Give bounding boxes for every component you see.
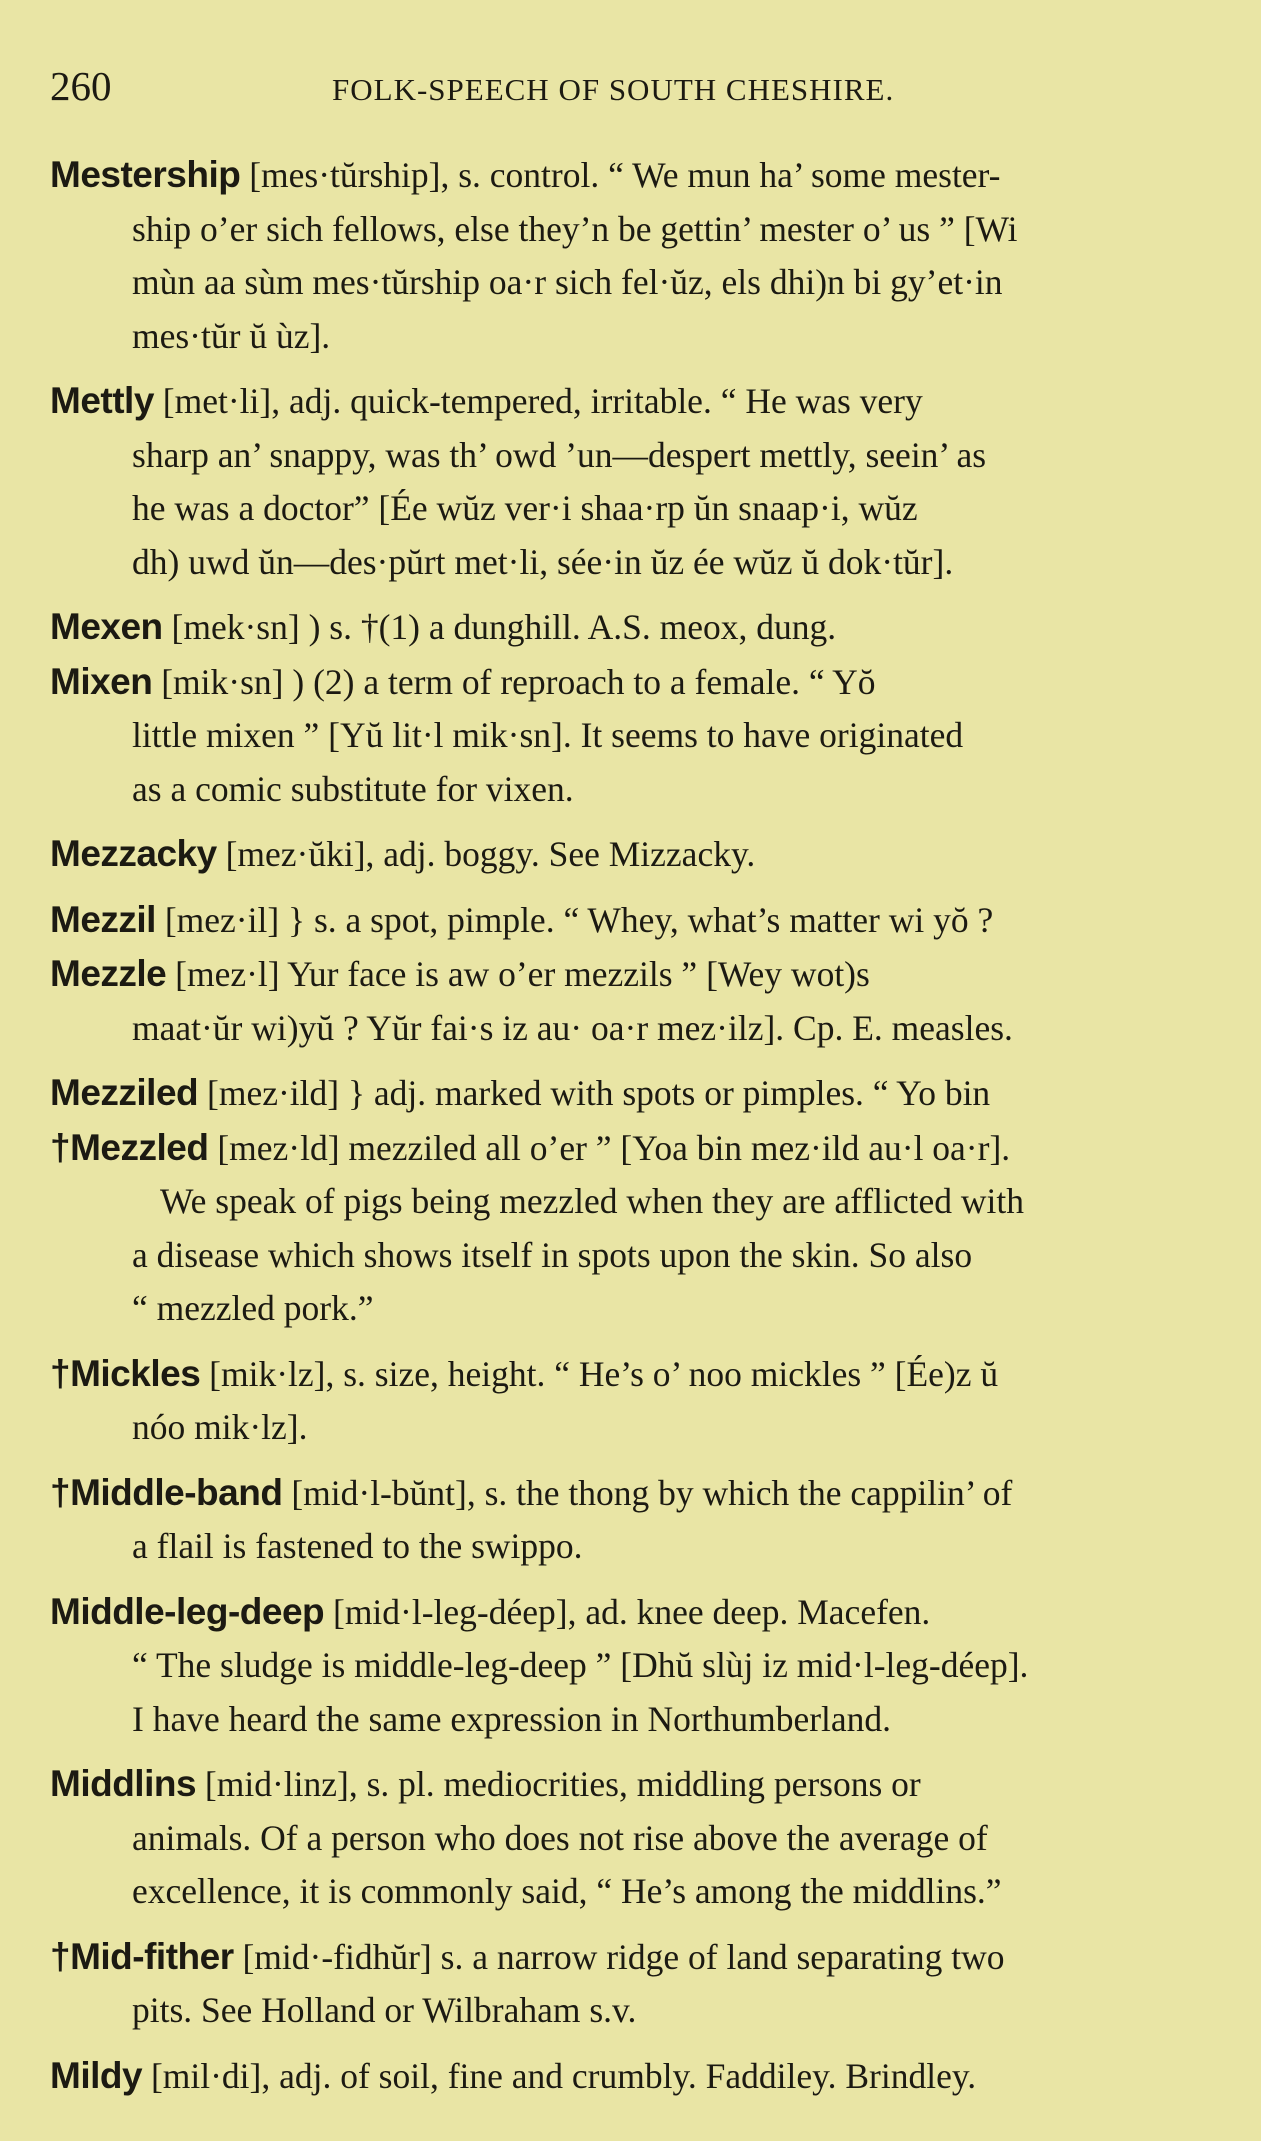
entry-middle-leg-deep — [50, 1585, 1218, 1747]
headword: Mezzacky — [50, 833, 217, 874]
headword: Mezziled — [50, 1072, 199, 1113]
entry-line: [mes·tŭrship], s. control. “ We mun ha’ some mester- — [249, 155, 1001, 195]
entry-line: “ The sludge is middle-leg-deep ” [Dhŭ slùj iz mid·l-leg-déep]. — [132, 1645, 1029, 1685]
headword: Mettly — [50, 380, 154, 421]
entry-line: [mil·di], adj. of soil, fine and crumbly. Faddiley. Brindley. — [150, 2055, 977, 2096]
brace-icon: ) — [292, 661, 305, 702]
entry-line — [50, 1121, 1218, 1176]
entry-line: little mixen ” [Yŭ lit·l mik·sn]. It seems to have originated — [132, 715, 964, 755]
entry-line: he was a doctor” [Ée wŭz ver·i shaa·rp ŭn snaap·i, wŭz — [132, 488, 918, 528]
pronunciation: [mez·il] — [164, 899, 280, 940]
entry-mickles — [50, 1347, 1218, 1455]
running-head: FOLK-SPEECH OF SOUTH CHESHIRE. — [332, 72, 895, 107]
entry-line — [50, 893, 1218, 948]
pronunciation: [mik·sn] — [161, 661, 284, 702]
pronunciation: [mez·ld] — [217, 1127, 340, 1168]
entry-line — [50, 600, 1218, 655]
entry-line: sharp an’ snappy, was th’ owd ’un—despert mettly, seein’ as — [132, 434, 987, 475]
entry-line: “ mezzled pork.” — [132, 1288, 374, 1328]
definition: Yur face is aw o’er mezzils ” [Wey wot)s — [287, 954, 870, 994]
entry-middlins — [50, 1757, 1218, 1919]
entry-line: as a comic substitute for vixen. — [132, 768, 574, 809]
definition: (2) a term of reproach to a female. “ Yŏ — [313, 661, 876, 702]
pronunciation: [mez·ild] — [207, 1073, 340, 1113]
headword: †Mezzled — [50, 1126, 209, 1168]
entry-line: mùn aa sùm mes·tŭrship oa·r sich fel·ŭz, els dhi)n bi gy’et·in — [132, 262, 1003, 302]
entry-line: [mid·-fidhŭr] s. a narrow ridge of land separating two — [242, 1936, 1005, 1977]
page-header — [50, 62, 1221, 112]
entry-line: nóo mik·lz]. — [132, 1407, 308, 1447]
entry-line: [mid·l-bŭnt], s. the thong by which the cappilin’ of — [291, 1472, 1013, 1513]
headword: Middle-leg-deep — [50, 1590, 325, 1632]
headword: Mezzil — [50, 898, 156, 940]
entry-line: We speak of pigs being mezzled when they are afflicted with — [160, 1181, 1024, 1221]
entry-mezzil-mezzle — [50, 893, 1218, 1056]
entry-mezziled-mezzled — [50, 1066, 1218, 1336]
entry-line: ship o’er sich fellows, else they’n be gettin’ mester o’ us ” [Wi — [132, 208, 1018, 249]
entry-line: [mid·linz], s. pl. mediocrities, middling persons or — [204, 1764, 921, 1804]
headword: Mestership — [50, 154, 241, 195]
brace-icon: ) — [308, 607, 321, 647]
entry-line: [met·li], adj. quick-tempered, irritable. “ He was very — [162, 381, 923, 421]
brace-icon: } — [288, 899, 306, 940]
entry-line: dh) uwd ŭn—des·pŭrt met·li, sée·in ŭz ée wŭz ŭ dok·tŭr]. — [132, 541, 954, 582]
headword: †Mickles — [50, 1352, 201, 1394]
headword: Mixen — [50, 660, 153, 702]
page-number: 260 — [50, 63, 112, 109]
headword: Mexen — [50, 606, 163, 647]
entry-line — [50, 655, 1218, 710]
entry-line — [50, 947, 1218, 1002]
entry-line: [mez·ŭki], adj. boggy. See Mizzacky. — [225, 834, 756, 874]
entry-line: I have heard the same expression in Northumberland. — [132, 1698, 892, 1739]
definition: s. a spot, pimple. “ Whey, what’s matter wi yŏ ? — [313, 899, 994, 940]
definition: adj. marked with spots or pimples. “ Yo bin — [373, 1073, 991, 1113]
entry-line: mes·tŭr ŭ ùz]. — [132, 315, 331, 356]
entry-mid-fither — [50, 1930, 1218, 2038]
headword: Middlins — [50, 1763, 197, 1804]
entry-line: maat·ŭr wi)yŭ ? Yŭr fai·s iz au· oa·r mez·ilz]. Cp. E. measles. — [132, 1007, 1013, 1048]
entry-middle-band — [50, 1466, 1218, 1574]
dictionary-entries — [50, 148, 1218, 2114]
entry-line — [50, 1066, 1218, 1121]
definition: s. †(1) a dunghill. A.S. meox, dung. — [329, 607, 837, 647]
entry-line: [mik·lz], s. size, height. “ He’s o’ noo mickles ” [Ée)z ŭ — [209, 1353, 999, 1394]
entry-line: a disease which shows itself in spots upon the skin. So also — [132, 1234, 973, 1275]
entry-line: animals. Of a person who does not rise above the average of — [132, 1817, 988, 1858]
headword: Mezzle — [50, 953, 167, 994]
entry-mettly — [50, 374, 1218, 589]
entry-mexen-mixen — [50, 600, 1218, 816]
entry-line: a flail is fastened to the swippo. — [132, 1526, 583, 1566]
entry-mildy — [50, 2049, 1218, 2104]
entry-line: [mid·l-leg-déep], ad. knee deep. Macefen. — [333, 1591, 931, 1632]
headword: †Middle-band — [50, 1471, 283, 1513]
entry-line: pits. See Holland or Wilbraham s.v. — [132, 1990, 637, 2030]
entry-mezzacky — [50, 827, 1218, 882]
definition: mezziled all o’er ” [Yoa bin mez·ild au·l oa·r]. — [348, 1127, 1011, 1168]
pronunciation: [mek·sn] — [171, 607, 300, 647]
entry-line: excellence, it is commonly said, “ He’s among the middlins.” — [132, 1871, 1002, 1911]
brace-icon: } — [347, 1073, 366, 1113]
pronunciation: [mez·l] — [175, 954, 280, 994]
entry-mestership — [50, 148, 1218, 363]
headword: †Mid-fither — [50, 1935, 234, 1977]
headword: Mildy — [50, 2054, 143, 2096]
